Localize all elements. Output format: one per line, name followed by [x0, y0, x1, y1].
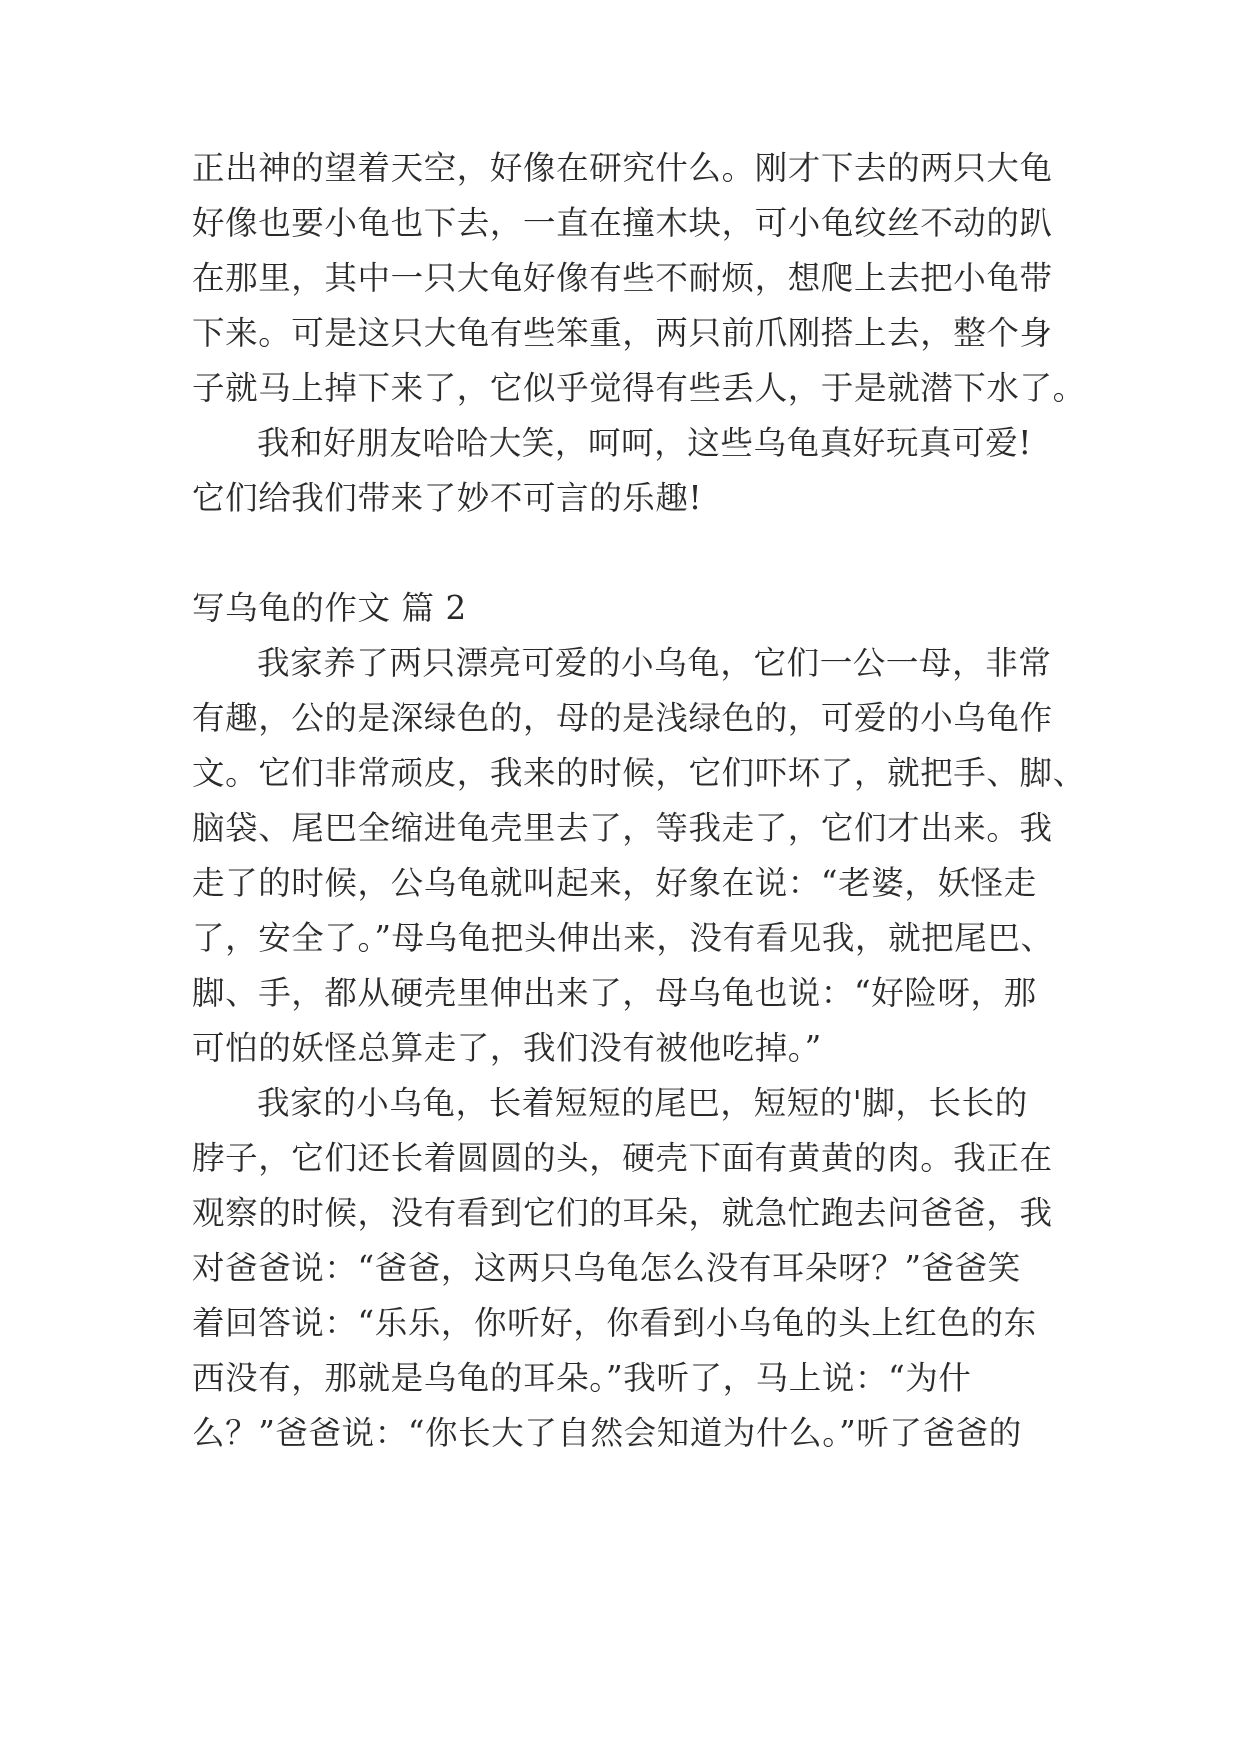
section-heading: 写乌龟的作文 篇 2 — [192, 589, 467, 627]
text-line: 对爸爸说：“爸爸，这两只乌龟怎么没有耳朵呀？”爸爸笑 — [192, 1249, 1021, 1287]
text-line: 观察的时候，没有看到它们的耳朵，就急忙跑去问爸爸，我 — [192, 1194, 1053, 1232]
text-line: 在那里，其中一只大龟好像有些不耐烦，想爬上去把小龟带 — [192, 259, 1053, 297]
text-line: 我家养了两只漂亮可爱的小乌龟，它们一公一母，非常 — [257, 644, 1052, 682]
text-line: 可怕的妖怪总算走了，我们没有被他吃掉。” — [192, 1029, 822, 1067]
text-line: 我家的小乌龟，长着短短的尾巴，短短的'脚，长长的 — [257, 1084, 1028, 1122]
text-line: 走了的时候，公乌龟就叫起来，好象在说：“老婆，妖怪走 — [192, 864, 1037, 902]
text-line: 脖子，它们还长着圆圆的头，硬壳下面有黄黄的肉。我正在 — [192, 1139, 1053, 1177]
text-line: 脑袋、尾巴全缩进龟壳里去了，等我走了，它们才出来。我 — [192, 809, 1053, 847]
text-line: 脚、手，都从硬壳里伸出来了，母乌龟也说：“好险呀，那 — [192, 974, 1037, 1012]
text-line: 它们给我们带来了妙不可言的乐趣! — [192, 479, 703, 517]
text-line: 我和好朋友哈哈大笑，呵呵，这些乌龟真好玩真可爱! — [257, 424, 1032, 462]
text-line: 子就马上掉下来了，它似乎觉得有些丢人，于是就潜下水了。 — [192, 369, 1086, 407]
text-line: 下来。可是这只大龟有些笨重，两只前爪刚搭上去，整个身 — [192, 314, 1053, 352]
text-line: 西没有，那就是乌龟的耳朵。”我听了，马上说：“为什 — [192, 1359, 972, 1397]
text-line: 文。它们非常顽皮，我来的时候，它们吓坏了，就把手、脚、 — [192, 754, 1086, 792]
text-line: 着回答说：“乐乐，你听好，你看到小乌龟的头上红色的东 — [192, 1304, 1037, 1342]
text-line: 么？”爸爸说：“你长大了自然会知道为什么。”听了爸爸的 — [192, 1414, 1022, 1452]
text-line: 正出神的望着天空，好像在研究什么。刚才下去的两只大龟 — [192, 149, 1053, 187]
text-line: 了，安全了。”母乌龟把头伸出来，没有看见我，就把尾巴、 — [192, 919, 1054, 957]
text-line: 有趣，公的是深绿色的，母的是浅绿色的，可爱的小乌龟作 — [192, 699, 1053, 737]
text-line: 好像也要小龟也下去，一直在撞木块，可小龟纹丝不动的趴 — [192, 204, 1053, 242]
